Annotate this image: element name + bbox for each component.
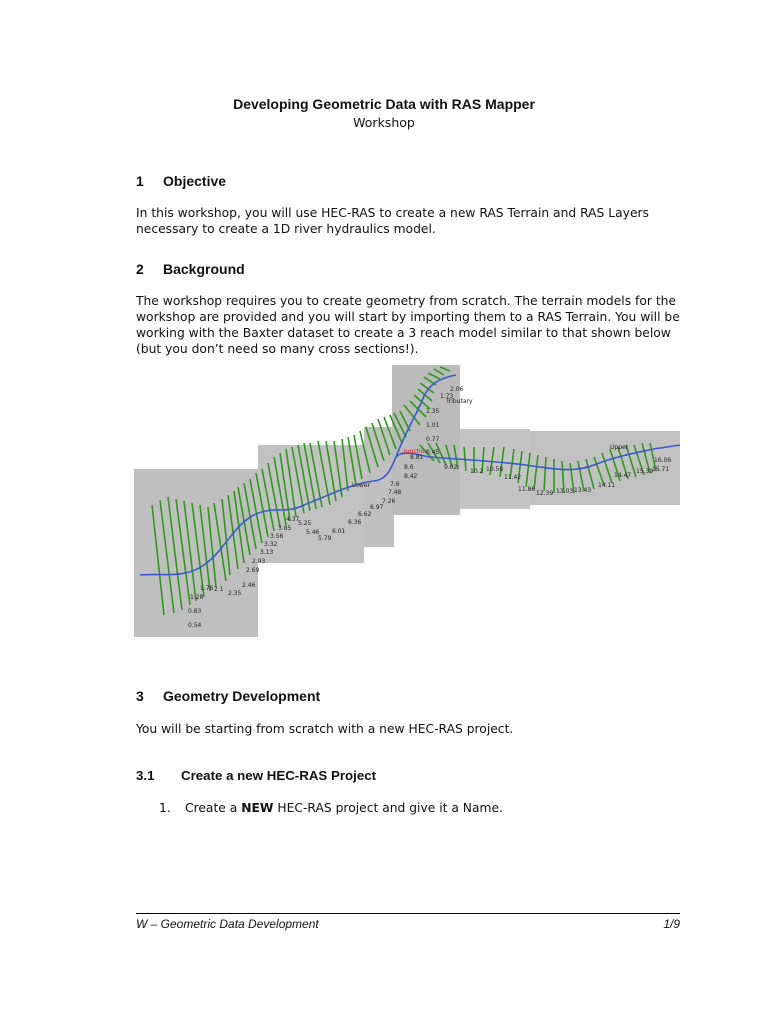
svg-text:14.47: 14.47 — [614, 472, 632, 479]
list-text-pre: Create a — [185, 801, 242, 815]
svg-text:3.13: 3.13 — [260, 549, 274, 556]
svg-text:16.06: 16.06 — [654, 457, 672, 464]
footer-left: W – Geometric Data Development — [136, 917, 319, 931]
svg-text:11.86: 11.86 — [518, 486, 536, 493]
svg-text:0.83: 0.83 — [188, 608, 202, 615]
svg-text:3.32: 3.32 — [264, 541, 278, 548]
svg-text:0.77: 0.77 — [426, 436, 440, 443]
reach-label-junction: Junction — [404, 448, 429, 455]
document-title: Developing Geometric Data with RAS Mapper — [233, 96, 535, 112]
section-heading-geometry — [136, 688, 320, 704]
section-title: Objective — [163, 173, 227, 189]
svg-text:14.11: 14.11 — [598, 482, 616, 489]
geometry-paragraph: You will be starting from scratch with a new HEC-RAS project. — [136, 722, 514, 736]
svg-text:8.6: 8.6 — [404, 464, 414, 471]
svg-text:4.37: 4.37 — [286, 516, 300, 523]
svg-text:1.73: 1.73 — [440, 393, 454, 400]
svg-text:3.56: 3.56 — [270, 533, 284, 540]
list-text-bold: NEW — [241, 801, 274, 815]
reach-label-lower: Lower — [352, 482, 370, 489]
list-number: 1. — [159, 801, 171, 815]
list-item — [159, 801, 503, 815]
svg-text:3.85: 3.85 — [278, 525, 292, 532]
subsection-heading-new-project — [136, 768, 376, 783]
svg-text:7.6: 7.6 — [390, 481, 400, 488]
svg-text:6.62: 6.62 — [358, 511, 372, 518]
objective-paragraph: In this workshop, you will use HEC-RAS to create a new RAS Terrain and RAS Layers necessary to create a 1D river hydraulics model. — [136, 206, 649, 236]
list-text-post: HEC-RAS project and give it a Name. — [273, 801, 503, 815]
reach-label-tributary: Tributary — [446, 398, 473, 405]
svg-text:1.76: 1.76 — [200, 585, 214, 592]
svg-text:6.01: 6.01 — [332, 528, 346, 535]
svg-text:15.71: 15.71 — [652, 466, 670, 473]
svg-text:8.81: 8.81 — [410, 454, 424, 461]
svg-text:13.43: 13.43 — [574, 487, 592, 494]
section-number: 2 — [136, 261, 144, 277]
subsection-title: Create a new HEC-RAS Project — [181, 768, 377, 783]
svg-text:1.01: 1.01 — [426, 422, 440, 429]
svg-text:5.79: 5.79 — [318, 535, 332, 542]
section-heading-background — [136, 261, 245, 277]
svg-text:5.25: 5.25 — [298, 520, 312, 527]
section-title: Background — [163, 261, 245, 277]
footer-page-number: 1/9 — [663, 917, 680, 931]
svg-text:6.97: 6.97 — [370, 504, 384, 511]
svg-text:15.39: 15.39 — [636, 468, 654, 475]
section-number: 1 — [136, 173, 144, 189]
svg-text:10.2: 10.2 — [470, 468, 484, 475]
reach-label-upper: Upper — [610, 444, 629, 451]
svg-text:1.35: 1.35 — [426, 408, 440, 415]
svg-text:2.06: 2.06 — [450, 386, 464, 393]
svg-text:8.42: 8.42 — [404, 473, 418, 480]
svg-text:11.42: 11.42 — [504, 474, 522, 481]
svg-text:0.45: 0.45 — [426, 449, 440, 456]
footer-rule — [136, 913, 680, 914]
svg-text:7.48: 7.48 — [388, 489, 402, 496]
section-heading-objective — [136, 173, 226, 189]
svg-text:2.46: 2.46 — [242, 582, 256, 589]
svg-text:2.1: 2.1 — [214, 586, 224, 593]
section-number: 3 — [136, 688, 144, 704]
subsection-number: 3.1 — [136, 768, 155, 783]
svg-text:5.46: 5.46 — [306, 529, 320, 536]
background-paragraph: The workshop requires you to create geometry from scratch. The terrain models for the workshop are provided and you will start by importing them to a RAS Terrain. You will be working with the Baxter dataset to create a 3 reach model similar to that shown below (but you don’t need so many cross sections!). — [136, 294, 680, 356]
document-subtitle: Workshop — [353, 115, 415, 130]
svg-text:7.26: 7.26 — [382, 498, 396, 505]
svg-text:9.02: 9.02 — [444, 464, 458, 471]
svg-text:10.58: 10.58 — [486, 466, 504, 473]
svg-text:6.36: 6.36 — [348, 519, 362, 526]
svg-text:13.03: 13.03 — [556, 488, 574, 495]
svg-text:2.93: 2.93 — [252, 558, 266, 565]
svg-text:2.35: 2.35 — [228, 590, 242, 597]
svg-text:2.69: 2.69 — [246, 567, 260, 574]
svg-text:0.54: 0.54 — [188, 622, 202, 629]
river-geometry-figure — [134, 365, 680, 637]
terrain-tiles — [134, 365, 680, 637]
svg-text:12.39: 12.39 — [536, 490, 554, 497]
section-title: Geometry Development — [163, 688, 321, 704]
svg-text:1.28: 1.28 — [190, 594, 204, 601]
